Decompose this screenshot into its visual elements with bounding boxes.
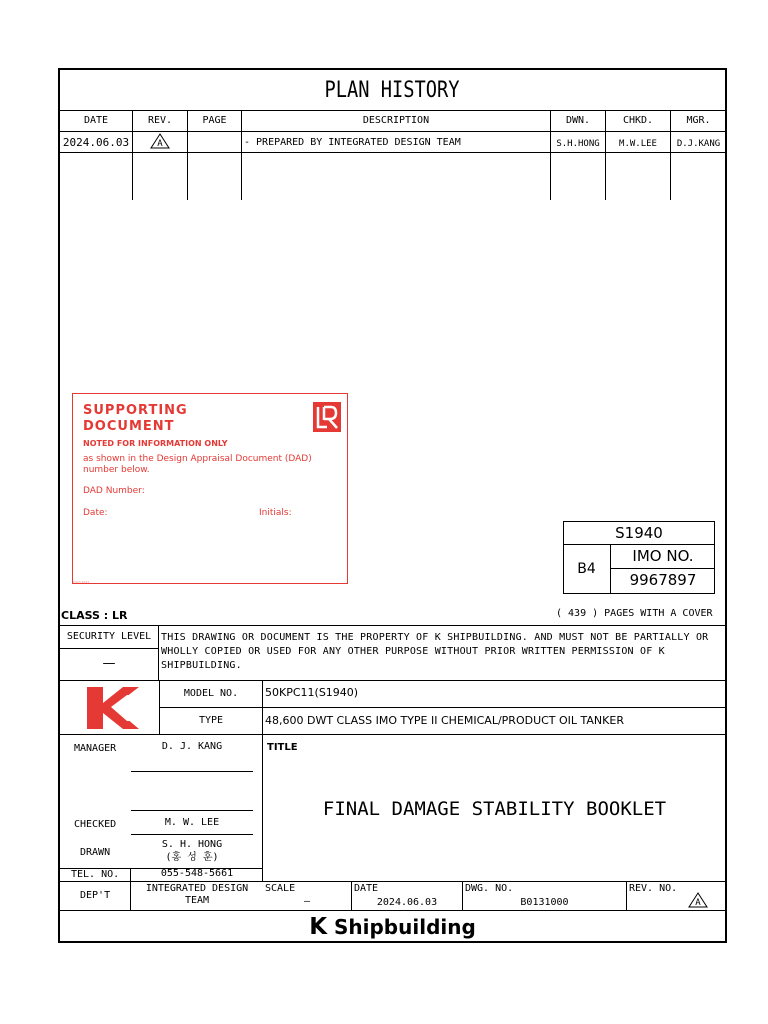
header-description: DESCRIPTION bbox=[362, 115, 430, 126]
tel-value: 055-548-5661 bbox=[160, 868, 234, 879]
divider bbox=[59, 152, 726, 153]
company-shipbuilding: Shipbuilding bbox=[333, 915, 476, 939]
divider bbox=[59, 910, 726, 911]
imo-size: B4 bbox=[577, 561, 596, 577]
date-value: 2024.06.03 bbox=[376, 897, 438, 908]
imo-label: IMO NO. bbox=[632, 547, 694, 565]
imo-ship-no: S1940 bbox=[615, 524, 663, 542]
type-value: 48,600 DWT CLASS IMO TYPE II CHEMICAL/PRODUCT OIL TANKER bbox=[265, 714, 624, 727]
divider bbox=[159, 707, 726, 708]
dept-value: INTEGRATED DESIGN TEAM bbox=[145, 883, 249, 906]
signature-line bbox=[131, 771, 253, 772]
checked-label: CHECKED bbox=[74, 819, 117, 830]
rev-label: REV. NO. bbox=[629, 883, 678, 894]
company-k: K bbox=[309, 914, 328, 940]
security-notice: THIS DRAWING OR DOCUMENT IS THE PROPERTY OF K SHIPBUILDING. AND MUST NOT BE PARTIALLY OR WHOLLY COPIED OR USED FOR ANY OTHER PURPOSE WITHOUT PRIOR WRITTEN PERMISSION OF K SHIPBUILDING. bbox=[161, 632, 709, 671]
history-row-dwn: S.H.HONG bbox=[556, 139, 600, 149]
stamp-initials-label: Initials: bbox=[259, 508, 292, 518]
drawn-value: S. H. HONG bbox=[161, 839, 223, 850]
divider bbox=[59, 131, 726, 132]
imo-number: 9967897 bbox=[629, 571, 697, 589]
divider bbox=[59, 110, 726, 111]
manager-label: MANAGER bbox=[74, 743, 117, 754]
drawn-korean: (홍 성 훈) bbox=[165, 852, 219, 863]
checked-value: M. W. LEE bbox=[164, 817, 220, 828]
divider bbox=[610, 568, 715, 569]
stamp-notice: NOTED FOR INFORMATION ONLY bbox=[83, 439, 228, 448]
model-label: MODEL NO. bbox=[183, 688, 239, 699]
lr-logo-icon bbox=[313, 402, 341, 432]
signature-line bbox=[131, 834, 253, 835]
history-row-rev: A bbox=[157, 139, 163, 149]
title-value: FINAL DAMAGE STABILITY BOOKLET bbox=[322, 798, 667, 820]
stamp-text: as shown in the Design Appraisal Document (DAD) number below. bbox=[83, 454, 312, 475]
company-name bbox=[59, 914, 726, 940]
stamp-dad-label: DAD Number: bbox=[83, 486, 145, 496]
history-row-chkd: M.W.LEE bbox=[619, 139, 657, 149]
security-label: SECURITY LEVEL bbox=[66, 631, 152, 642]
scale-value: — bbox=[303, 896, 311, 907]
drawn-label: DRAWN bbox=[80, 847, 111, 858]
divider bbox=[262, 680, 263, 734]
dwg-label: DWG. NO. bbox=[465, 883, 514, 894]
pages-count: ( 439 ) PAGES WITH A COVER bbox=[556, 608, 713, 619]
dwg-value: B0131000 bbox=[520, 897, 569, 908]
header-page: PAGE bbox=[202, 115, 227, 126]
revision-triangle-icon bbox=[150, 133, 170, 149]
supporting-document-stamp bbox=[72, 393, 348, 584]
divider bbox=[158, 625, 159, 680]
rev-value: A bbox=[695, 898, 701, 908]
divider bbox=[626, 881, 627, 910]
stamp-footer: 0403.2022 bbox=[73, 580, 90, 584]
dept-label: DEP'T bbox=[80, 890, 111, 901]
header-mgr: MGR. bbox=[686, 115, 711, 126]
revision-triangle-icon bbox=[688, 892, 708, 908]
header-dwn: DWN. bbox=[565, 115, 591, 126]
divider bbox=[59, 625, 726, 626]
stamp-date-label: Date: bbox=[83, 508, 108, 518]
plan-history-title: PLAN HISTORY bbox=[324, 78, 460, 103]
divider bbox=[59, 734, 726, 735]
security-value: — bbox=[102, 656, 116, 671]
divider bbox=[563, 544, 715, 545]
tel-label: TEL. NO. bbox=[71, 869, 120, 880]
model-value: 50KPC11(S1940) bbox=[265, 686, 359, 699]
header-date: DATE bbox=[83, 115, 109, 126]
date-label: DATE bbox=[354, 883, 379, 894]
header-rev: REV. bbox=[147, 115, 173, 126]
history-row-description: - PREPARED BY INTEGRATED DESIGN TEAM bbox=[244, 137, 461, 148]
stamp-heading: SUPPORTING DOCUMENT bbox=[83, 403, 188, 434]
k-shipbuilding-logo-icon bbox=[83, 683, 141, 731]
header-chkd: CHKD. bbox=[622, 115, 654, 126]
history-row-date: 2024.06.03 bbox=[62, 136, 130, 149]
divider bbox=[59, 648, 159, 649]
manager-value: D. J. KANG bbox=[161, 741, 223, 752]
history-row-mgr: D.J.KANG bbox=[676, 139, 721, 149]
class-label: CLASS : LR bbox=[61, 609, 128, 622]
title-label: TITLE bbox=[267, 742, 298, 753]
signature-line bbox=[131, 810, 253, 811]
scale-label: SCALE bbox=[265, 883, 296, 894]
type-label: TYPE bbox=[198, 715, 224, 726]
